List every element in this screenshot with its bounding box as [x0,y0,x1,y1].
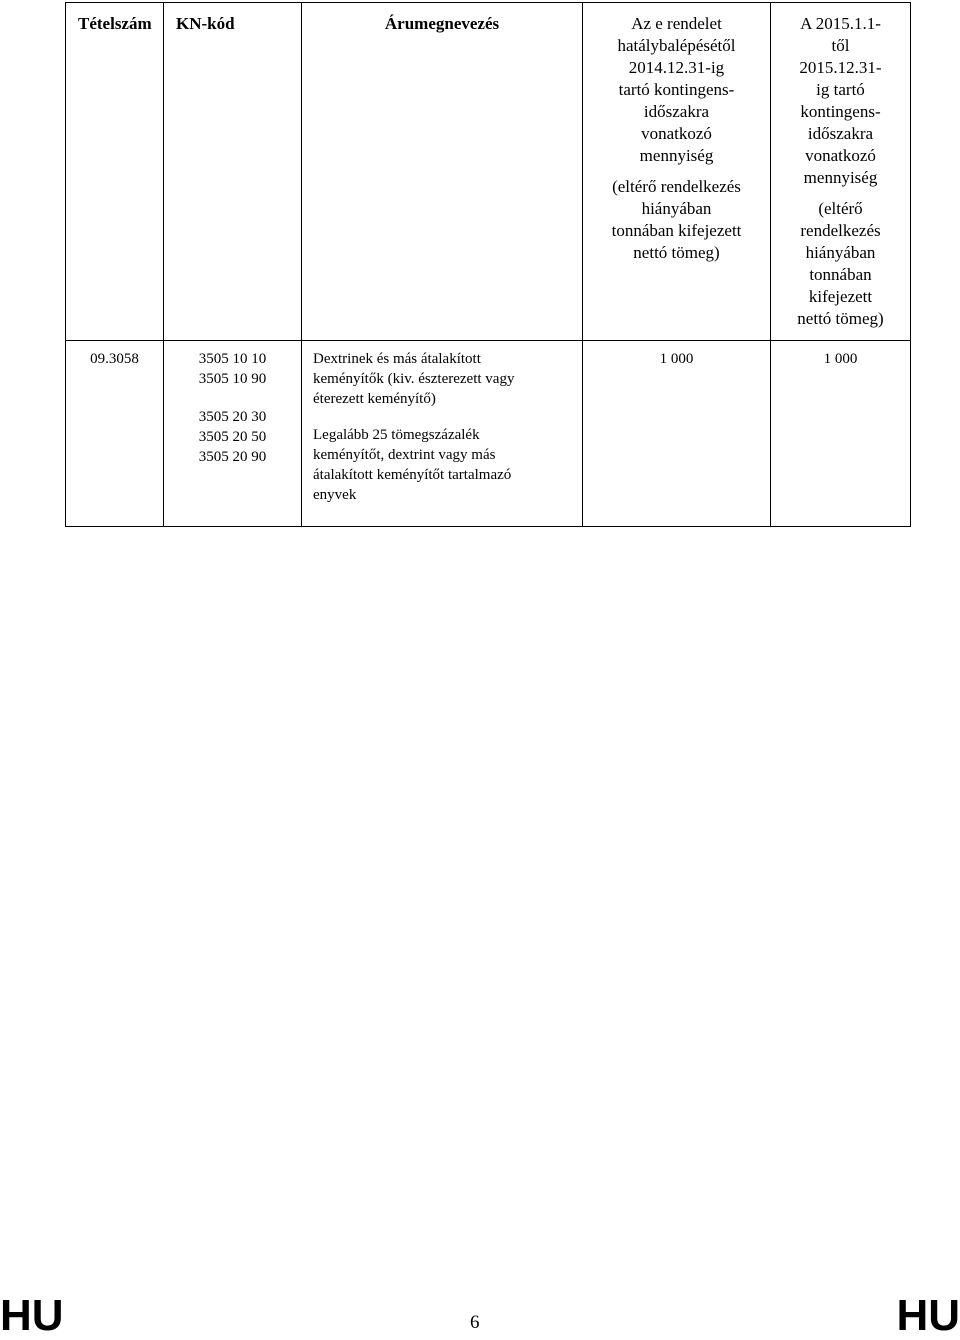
header-period2 [771,3,911,341]
header-period2-note: (eltérő rendelkezés hiányában tonnában kifejezett nettó tömeg) [797,199,884,328]
item-number: 09.3058 [90,351,139,367]
description-block: Legalább 25 tömegszázalék keményítőt, dextrint vagy más átalakított keményítőt tartalmazó enyvek [313,427,512,503]
header-period2-title: A 2015.1.1- től 2015.12.31- ig tartó kontingens- időszakra vonatkozó mennyiség [799,14,882,187]
code-group [172,407,293,467]
footer-language-left: HU [0,1291,64,1340]
quantity-period2-cell [771,341,911,527]
item-number-cell [66,341,164,527]
header-item-number: Tételszám [66,3,164,341]
cn-code: 3505 20 90 [198,449,267,465]
header-row [66,3,911,341]
cn-code-cell [164,341,302,527]
header-period1-note: (eltérő rendelkezés hiányában tonnában kifejezett nettó tömeg) [611,177,742,262]
header-period1-title: Az e rendelet hatálybalépésétől 2014.12.31-ig tartó kontingens- időszakra vonatkozó mennyiség [617,14,736,165]
quota-table [65,2,911,527]
header-period1 [583,3,771,341]
cn-code: 3505 20 50 [198,429,267,445]
footer-language-right: HU [896,1291,960,1340]
table-row [66,341,911,527]
description-block: Dextrinek és más átalakított keményítők (kiv. észterezett vagy éterezett keményítő) [313,351,515,407]
page-number: 6 [470,1312,480,1333]
code-group [172,349,293,389]
description-cell [302,341,583,527]
quantity-period2: 1 000 [823,351,858,367]
header-description: Árumegnevezés [302,3,583,341]
cn-code: 3505 10 90 [198,371,267,387]
header-cn-code: KN-kód [164,3,302,341]
quantity-period1-cell [583,341,771,527]
cn-code: 3505 10 10 [198,351,267,367]
cn-code: 3505 20 30 [198,409,267,425]
quantity-period1: 1 000 [659,351,694,367]
